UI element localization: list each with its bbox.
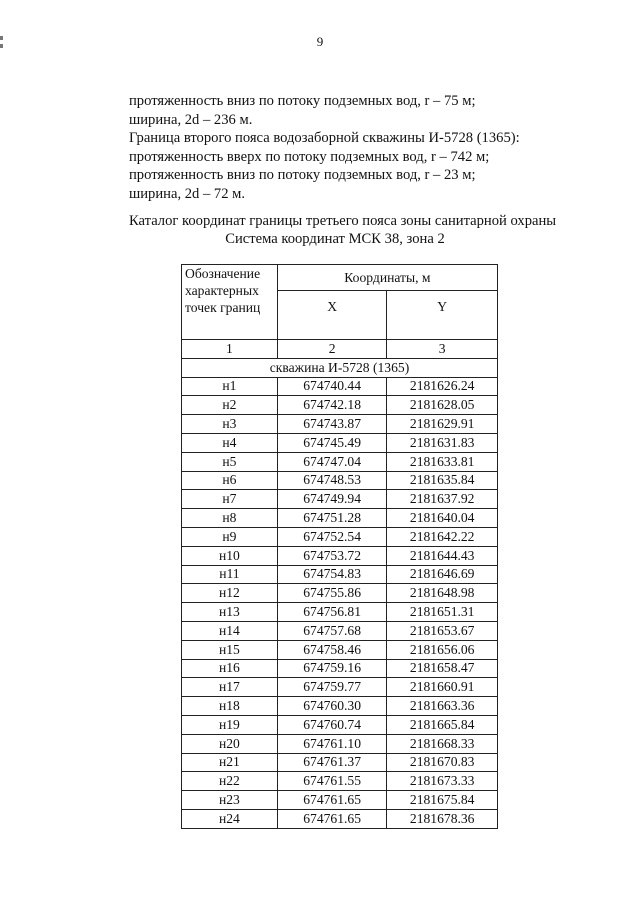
text-line: Граница второго пояса водозаборной скважины И-5728 (1365): bbox=[129, 130, 520, 147]
y-coordinate: 2181644.43 bbox=[387, 546, 498, 565]
coordinates-table bbox=[181, 264, 498, 829]
point-label: н6 bbox=[182, 471, 278, 490]
x-coordinate: 674753.72 bbox=[277, 546, 387, 565]
y-coordinate: 2181633.81 bbox=[387, 452, 498, 471]
body-text bbox=[129, 92, 589, 204]
table-row bbox=[182, 584, 498, 603]
column-number: 3 bbox=[387, 340, 498, 359]
x-coordinate: 674749.94 bbox=[277, 490, 387, 509]
x-coordinate: 674761.10 bbox=[277, 734, 387, 753]
point-label: н18 bbox=[182, 697, 278, 716]
table-row bbox=[182, 734, 498, 753]
x-coordinate: 674756.81 bbox=[277, 603, 387, 622]
y-coordinate: 2181646.69 bbox=[387, 565, 498, 584]
table-row bbox=[182, 452, 498, 471]
point-label: н3 bbox=[182, 415, 278, 434]
table-row bbox=[182, 678, 498, 697]
table-row bbox=[182, 697, 498, 716]
table-row bbox=[182, 433, 498, 452]
point-label: н4 bbox=[182, 433, 278, 452]
y-coordinate: 2181626.24 bbox=[387, 377, 498, 396]
y-coordinate: 2181660.91 bbox=[387, 678, 498, 697]
point-label: н22 bbox=[182, 772, 278, 791]
y-coordinate: 2181631.83 bbox=[387, 433, 498, 452]
point-label: н11 bbox=[182, 565, 278, 584]
table-row bbox=[182, 527, 498, 546]
y-coordinate: 2181673.33 bbox=[387, 772, 498, 791]
table-row bbox=[182, 791, 498, 810]
x-coordinate: 674751.28 bbox=[277, 509, 387, 528]
y-coordinate: 2181653.67 bbox=[387, 621, 498, 640]
point-label: н13 bbox=[182, 603, 278, 622]
table-row bbox=[182, 715, 498, 734]
point-label: н5 bbox=[182, 452, 278, 471]
x-coordinate: 674761.37 bbox=[277, 753, 387, 772]
point-label: н14 bbox=[182, 621, 278, 640]
table-row bbox=[182, 546, 498, 565]
table-row bbox=[182, 509, 498, 528]
column-number: 2 bbox=[277, 340, 387, 359]
x-coordinate: 674752.54 bbox=[277, 527, 387, 546]
table-row bbox=[182, 377, 498, 396]
table-row bbox=[182, 396, 498, 415]
x-coordinate: 674759.16 bbox=[277, 659, 387, 678]
y-coordinate: 2181665.84 bbox=[387, 715, 498, 734]
y-coordinate: 2181629.91 bbox=[387, 415, 498, 434]
point-label: н2 bbox=[182, 396, 278, 415]
point-label: н9 bbox=[182, 527, 278, 546]
point-label: н16 bbox=[182, 659, 278, 678]
text-line: ширина, 2d – 236 м. bbox=[129, 111, 253, 128]
column-number: 1 bbox=[182, 340, 278, 359]
point-label: н8 bbox=[182, 509, 278, 528]
x-coordinate: 674748.53 bbox=[277, 471, 387, 490]
point-label: н12 bbox=[182, 584, 278, 603]
x-coordinate: 674747.04 bbox=[277, 452, 387, 471]
point-label: н17 bbox=[182, 678, 278, 697]
y-coordinate: 2181663.36 bbox=[387, 697, 498, 716]
table-row bbox=[182, 415, 498, 434]
coordinates-header: Координаты, м bbox=[277, 265, 497, 291]
y-coordinate: 2181642.22 bbox=[387, 527, 498, 546]
point-label: н19 bbox=[182, 715, 278, 734]
x-coordinate: 674758.46 bbox=[277, 640, 387, 659]
x-coordinate: 674760.74 bbox=[277, 715, 387, 734]
y-coordinate: 2181670.83 bbox=[387, 753, 498, 772]
y-coordinate: 2181648.98 bbox=[387, 584, 498, 603]
y-coordinate: 2181675.84 bbox=[387, 791, 498, 810]
text-line: ширина, 2d – 72 м. bbox=[129, 185, 246, 202]
point-label: н1 bbox=[182, 377, 278, 396]
text-line: протяженность вверх по потоку подземных вод, r – 742 м; bbox=[129, 148, 490, 165]
x-coordinate: 674761.55 bbox=[277, 772, 387, 791]
y-coordinate: 2181637.92 bbox=[387, 490, 498, 509]
table-row bbox=[182, 659, 498, 678]
x-coordinate: 674742.18 bbox=[277, 396, 387, 415]
x-coordinate: 674757.68 bbox=[277, 621, 387, 640]
table-row bbox=[182, 640, 498, 659]
page-number: 9 bbox=[316, 34, 324, 49]
designation-header: Обозначение характерных точек границ bbox=[182, 265, 278, 340]
point-label: н15 bbox=[182, 640, 278, 659]
y-coordinate: 2181678.36 bbox=[387, 809, 498, 828]
y-header: Y bbox=[387, 291, 498, 340]
y-coordinate: 2181635.84 bbox=[387, 471, 498, 490]
table-row bbox=[182, 621, 498, 640]
table-row bbox=[182, 490, 498, 509]
point-label: н23 bbox=[182, 791, 278, 810]
point-label: н10 bbox=[182, 546, 278, 565]
table-row bbox=[182, 772, 498, 791]
table-row bbox=[182, 603, 498, 622]
x-coordinate: 674761.65 bbox=[277, 809, 387, 828]
point-label: н24 bbox=[182, 809, 278, 828]
table-row bbox=[182, 471, 498, 490]
point-label: н20 bbox=[182, 734, 278, 753]
point-label: н21 bbox=[182, 753, 278, 772]
x-coordinate: 674743.87 bbox=[277, 415, 387, 434]
table-row bbox=[182, 809, 498, 828]
coordinate-system-title: Система координат МСК 38, зона 2 bbox=[225, 231, 445, 247]
y-coordinate: 2181628.05 bbox=[387, 396, 498, 415]
x-coordinate: 674745.49 bbox=[277, 433, 387, 452]
x-coordinate: 674761.65 bbox=[277, 791, 387, 810]
y-coordinate: 2181656.06 bbox=[387, 640, 498, 659]
y-coordinate: 2181640.04 bbox=[387, 509, 498, 528]
y-coordinate: 2181658.47 bbox=[387, 659, 498, 678]
text-line: протяженность вниз по потоку подземных вод, r – 23 м; bbox=[129, 167, 476, 184]
y-coordinate: 2181651.31 bbox=[387, 603, 498, 622]
point-label: н7 bbox=[182, 490, 278, 509]
table-row bbox=[182, 753, 498, 772]
catalog-title: Каталог координат границы третьего пояса зоны санитарной охраны bbox=[129, 213, 557, 229]
x-header: X bbox=[277, 291, 387, 340]
text-line: протяженность вниз по потоку подземных вод, r – 75 м; bbox=[129, 93, 476, 109]
x-coordinate: 674760.30 bbox=[277, 697, 387, 716]
table-row bbox=[182, 565, 498, 584]
well-label: скважина И-5728 (1365) bbox=[182, 358, 498, 377]
x-coordinate: 674754.83 bbox=[277, 565, 387, 584]
x-coordinate: 674755.86 bbox=[277, 584, 387, 603]
y-coordinate: 2181668.33 bbox=[387, 734, 498, 753]
x-coordinate: 674740.44 bbox=[277, 377, 387, 396]
x-coordinate: 674759.77 bbox=[277, 678, 387, 697]
